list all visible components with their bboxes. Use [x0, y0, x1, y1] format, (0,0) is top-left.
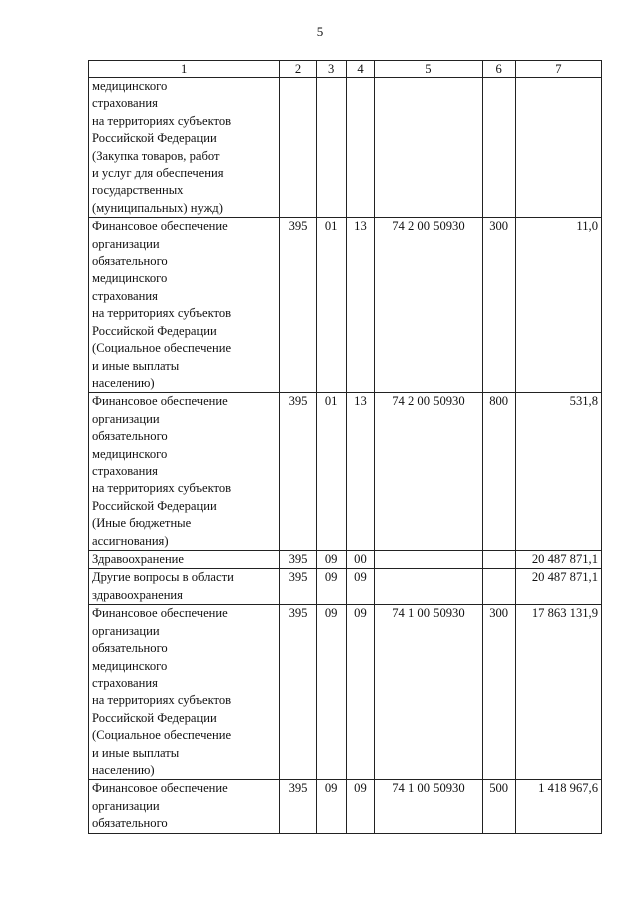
cell-col3: 09 [316, 605, 346, 780]
cell-col6: 500 [482, 780, 515, 833]
cell-col5: 74 1 00 50930 [375, 605, 482, 780]
row-name-cell: Финансовое обеспечение организации обязательного медицинского страхования на территориях субъектов Российской Федерации (Социальное обеспечение и иные выплаты населению) [89, 218, 280, 393]
cell-col4: 00 [346, 550, 375, 568]
cell-col5: 74 2 00 50930 [375, 393, 482, 551]
cell-col5 [375, 78, 482, 218]
cell-col7: 20 487 871,1 [515, 550, 601, 568]
cell-col2: 395 [280, 550, 316, 568]
table-row [89, 605, 602, 780]
cell-col4: 13 [346, 393, 375, 551]
cell-col2: 395 [280, 780, 316, 833]
cell-col3: 09 [316, 569, 346, 605]
cell-col5: 74 1 00 50930 [375, 780, 482, 833]
column-header: 3 [316, 61, 346, 78]
row-name-cell: Здравоохранение [89, 550, 280, 568]
column-header: 5 [375, 61, 482, 78]
cell-col6 [482, 569, 515, 605]
cell-col7 [515, 78, 601, 218]
table-row [89, 550, 602, 568]
cell-col6: 300 [482, 605, 515, 780]
cell-col6: 800 [482, 393, 515, 551]
cell-col5 [375, 550, 482, 568]
cell-col6 [482, 78, 515, 218]
table-row [89, 218, 602, 393]
column-header: 7 [515, 61, 601, 78]
cell-col2 [280, 78, 316, 218]
column-header: 4 [346, 61, 375, 78]
table-row [89, 569, 602, 605]
table-row [89, 393, 602, 551]
cell-col3 [316, 78, 346, 218]
cell-col4: 09 [346, 569, 375, 605]
cell-col5 [375, 569, 482, 605]
column-header: 6 [482, 61, 515, 78]
cell-col4: 09 [346, 605, 375, 780]
column-header: 1 [89, 61, 280, 78]
row-name-cell: Финансовое обеспечение организации обязательного медицинского страхования на территориях субъектов Российской Федерации (Иные бюджетные ассигнования) [89, 393, 280, 551]
table-row [89, 780, 602, 833]
cell-col2: 395 [280, 605, 316, 780]
cell-col7: 1 418 967,6 [515, 780, 601, 833]
cell-col3: 09 [316, 780, 346, 833]
page-number: 5 [316, 24, 324, 39]
row-name-cell: Финансовое обеспечение организации обязательного [89, 780, 280, 833]
cell-col6: 300 [482, 218, 515, 393]
cell-col2: 395 [280, 393, 316, 551]
cell-col7: 11,0 [515, 218, 601, 393]
row-name-cell: Другие вопросы в области здравоохранения [89, 569, 280, 605]
cell-col7: 20 487 871,1 [515, 569, 601, 605]
budget-table [88, 60, 602, 834]
row-name-cell: Финансовое обеспечение организации обязательного медицинского страхования на территориях субъектов Российской Федерации (Социальное обеспечение и иные выплаты населению) [89, 605, 280, 780]
cell-col3: 01 [316, 393, 346, 551]
cell-col4: 13 [346, 218, 375, 393]
cell-col2: 395 [280, 569, 316, 605]
cell-col7: 531,8 [515, 393, 601, 551]
cell-col3: 01 [316, 218, 346, 393]
cell-col2: 395 [280, 218, 316, 393]
cell-col7: 17 863 131,9 [515, 605, 601, 780]
cell-col4: 09 [346, 780, 375, 833]
cell-col6 [482, 550, 515, 568]
column-header: 2 [280, 61, 316, 78]
row-name-cell: медицинского страхования на территориях субъектов Российской Федерации (Закупка товаров, работ и услуг для обеспечения государственных (муниципальных) нужд) [89, 78, 280, 218]
cell-col3: 09 [316, 550, 346, 568]
cell-col5: 74 2 00 50930 [375, 218, 482, 393]
cell-col4 [346, 78, 375, 218]
table-row [89, 78, 602, 218]
table-header-row [89, 61, 602, 78]
